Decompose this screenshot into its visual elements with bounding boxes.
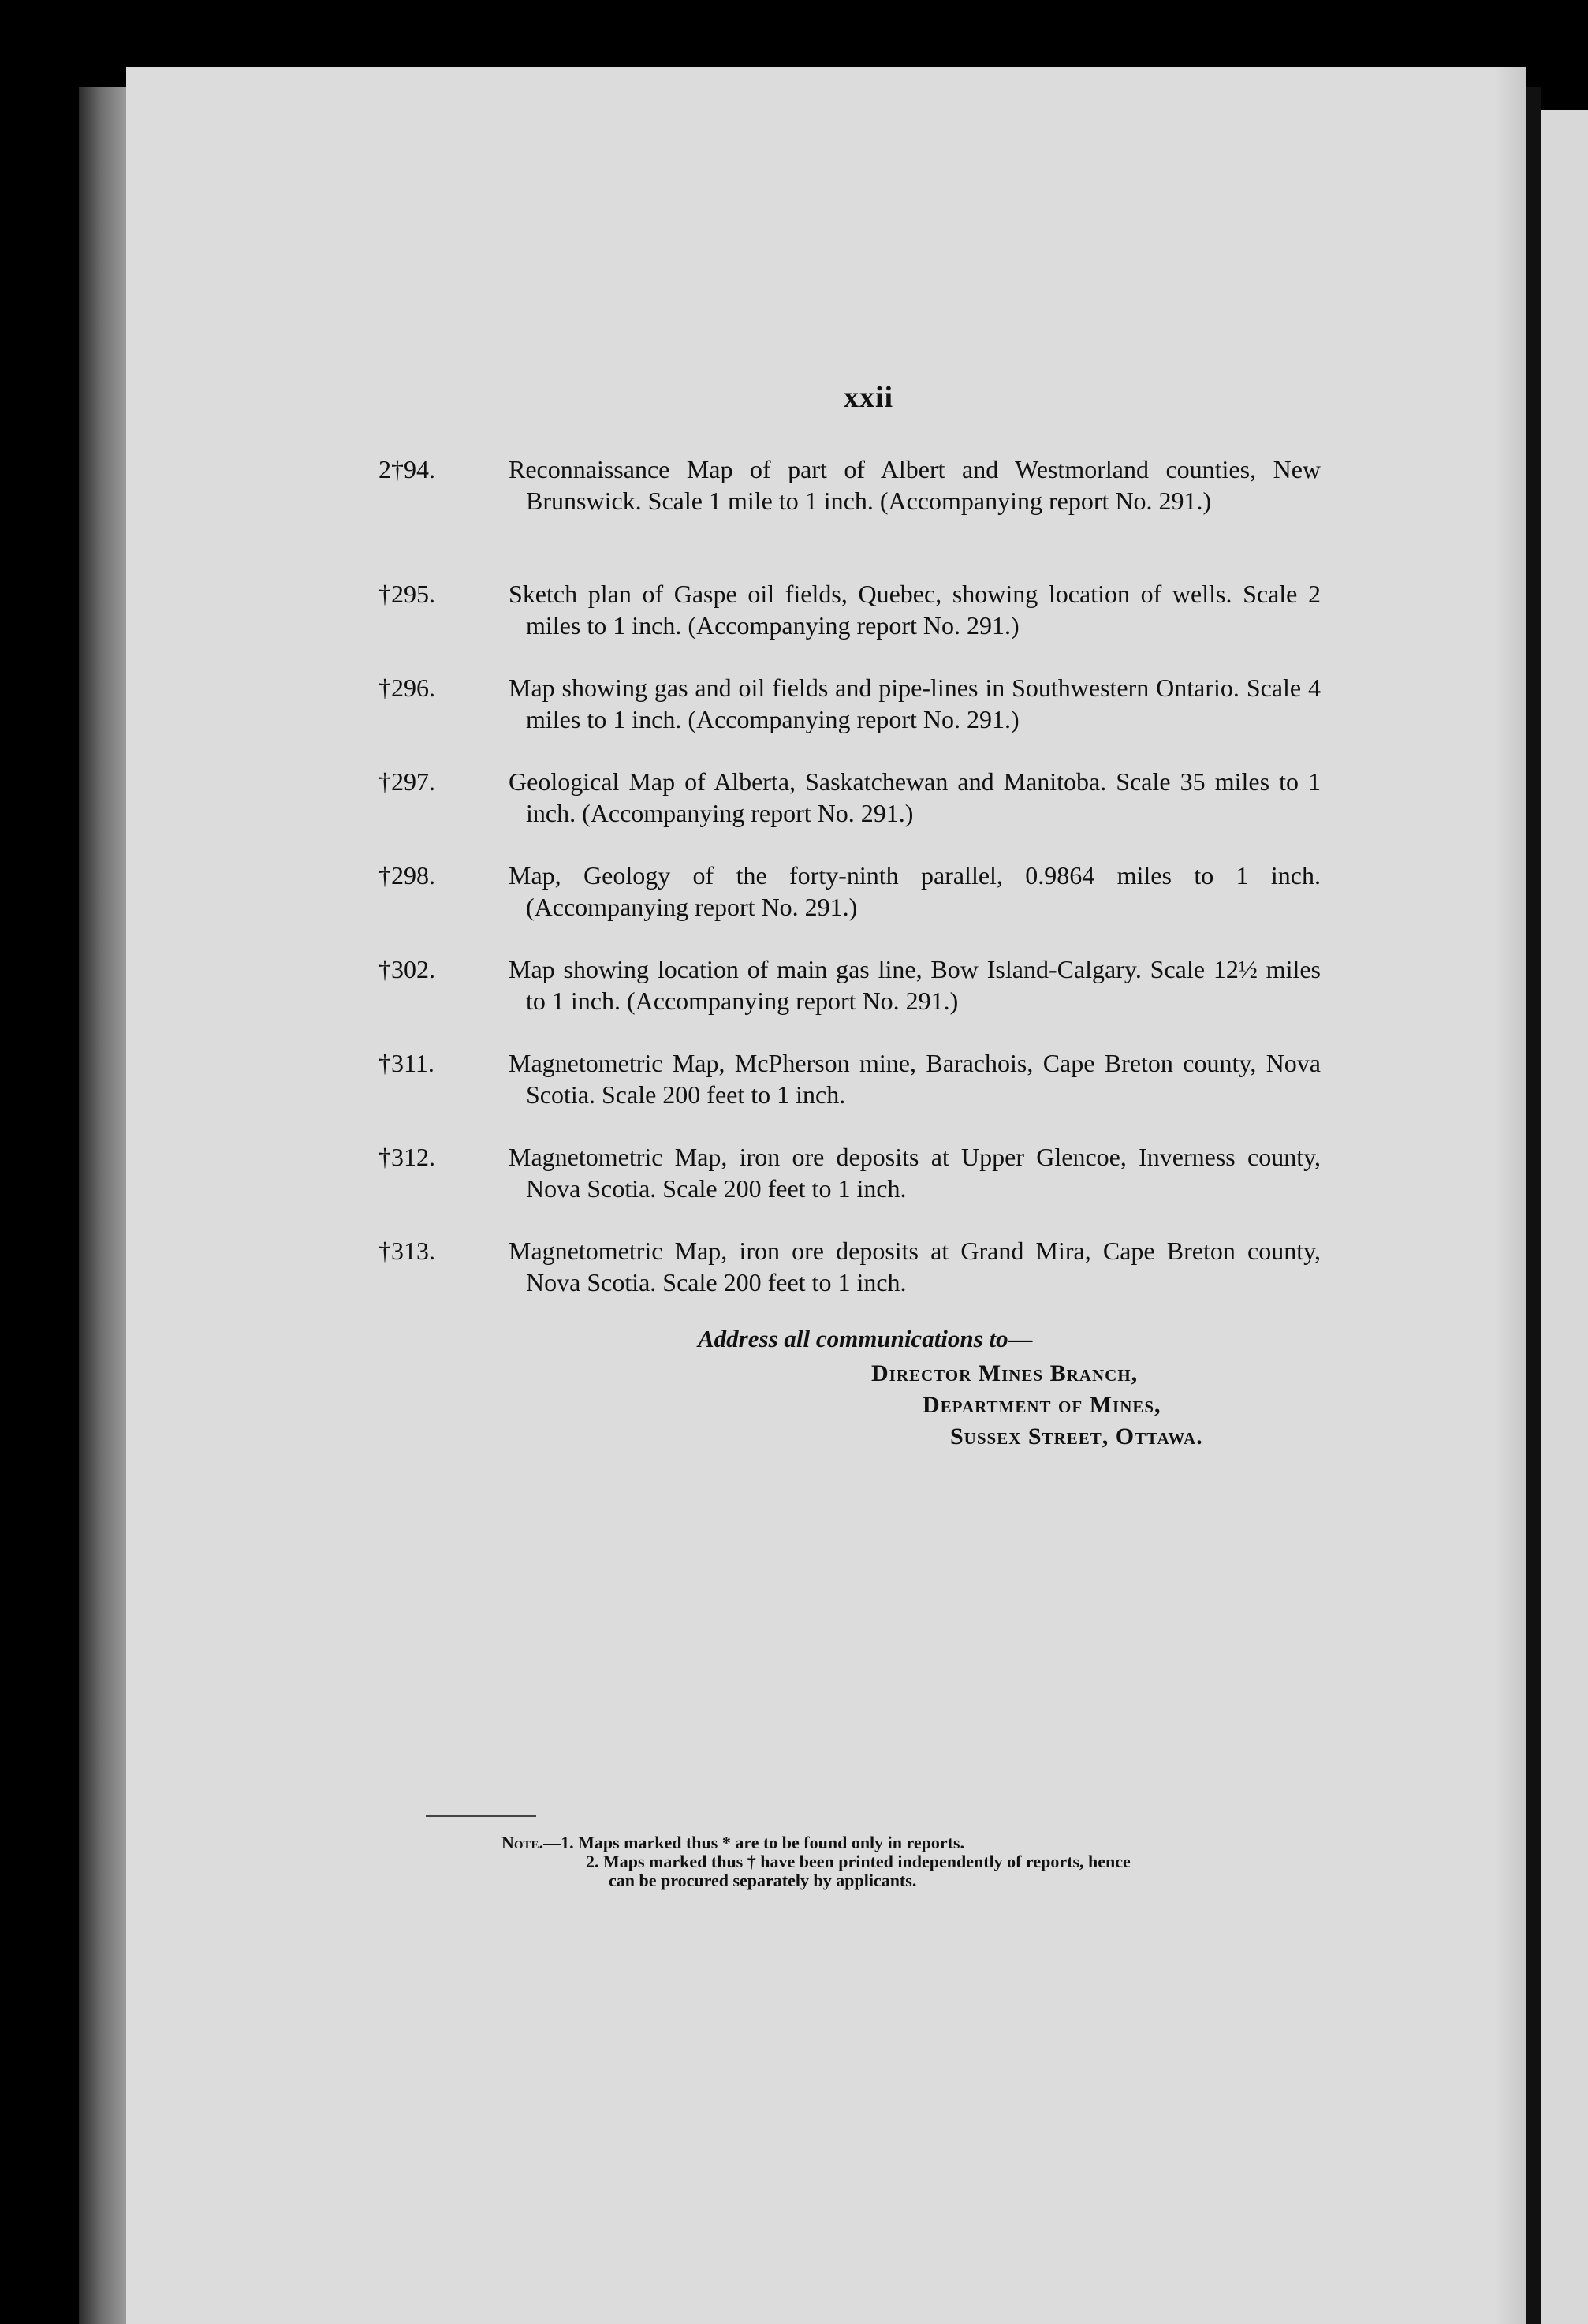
entry-number: †298. bbox=[378, 861, 435, 890]
entry-number: †296. bbox=[378, 673, 435, 702]
entry-text: Sketch plan of Gaspe oil fields, Quebec, showing location of wells. Scale 2 miles to 1 inch. (Accompanying report No. 291.) bbox=[509, 580, 1321, 640]
entry-number: †313. bbox=[378, 1237, 435, 1265]
list-item bbox=[378, 1141, 1321, 1204]
entry-text: Map showing location of main gas line, Bow Island-Calgary. Scale 12½ miles to 1 inch. (Accompanying report No. 291.) bbox=[509, 955, 1321, 1015]
entry-number: †295. bbox=[378, 580, 435, 608]
entry-number: †302. bbox=[378, 955, 435, 983]
list-item bbox=[378, 1047, 1321, 1110]
entry-number: 2†94. bbox=[378, 455, 435, 483]
footnote-text-1: —1. Maps marked thus * are to be found only in reports. bbox=[543, 1833, 965, 1852]
footnote-rule bbox=[426, 1815, 536, 1817]
entry-text: Geological Map of Alberta, Saskatchewan and Manitoba. Scale 35 miles to 1 inch. (Accompanying report No. 291.) bbox=[509, 767, 1321, 827]
entry-text: Map showing gas and oil fields and pipe-lines in Southwestern Ontario. Scale 4 miles to 1 inch. (Accompanying report No. 291.) bbox=[509, 673, 1321, 733]
scan-gutter bbox=[1526, 87, 1541, 2324]
list-item bbox=[378, 1235, 1321, 1298]
entry-number: †311. bbox=[378, 1049, 434, 1077]
list-item bbox=[378, 672, 1321, 735]
list-item bbox=[378, 453, 1321, 517]
address-lead: Address all communications to— bbox=[698, 1325, 1033, 1352]
footnote-line-3: can be procured separately by applicants. bbox=[609, 1871, 917, 1890]
entry-text: Map, Geology of the forty-ninth parallel, 0.9864 miles to 1 inch. (Accompanying report No. 291.) bbox=[509, 861, 1321, 921]
list-item bbox=[378, 953, 1321, 1017]
address-line-2: Department of Mines, bbox=[923, 1392, 1161, 1418]
adjacent-page-edge bbox=[1541, 110, 1588, 2324]
list-item bbox=[378, 578, 1321, 641]
footnote bbox=[501, 1833, 1325, 1890]
page-shadow bbox=[1494, 67, 1526, 2324]
footnote-line-1 bbox=[501, 1833, 1325, 1852]
address-line-1: Director Mines Branch, bbox=[871, 1360, 1139, 1386]
entry-text: Magnetometric Map, iron ore deposits at Upper Glencoe, Inverness county, Nova Scotia. Scale 200 feet to 1 inch. bbox=[509, 1143, 1321, 1203]
footnote-label: Note. bbox=[501, 1833, 544, 1852]
address-line-3: Sussex Street, Ottawa. bbox=[950, 1423, 1203, 1449]
entry-text: Magnetometric Map, McPherson mine, Barachois, Cape Breton county, Nova Scotia. Scale 200 feet to 1 inch. bbox=[509, 1049, 1321, 1109]
list-item bbox=[378, 766, 1321, 829]
entry-text: Reconnaissance Map of part of Albert and Westmorland counties, New Brunswick. Scale 1 mile to 1 inch. (Accompanying report No. 291.) bbox=[509, 455, 1321, 515]
entry-number: †312. bbox=[378, 1143, 435, 1171]
entry-text: Magnetometric Map, iron ore deposits at Grand Mira, Cape Breton county, Nova Scotia. Scale 200 feet to 1 inch. bbox=[509, 1237, 1321, 1296]
entry-number: †297. bbox=[378, 767, 435, 796]
page-number: xxii bbox=[844, 381, 894, 414]
list-item bbox=[378, 860, 1321, 923]
footnote-line-2: 2. Maps marked thus † have been printed independently of reports, hence bbox=[586, 1852, 1131, 1871]
